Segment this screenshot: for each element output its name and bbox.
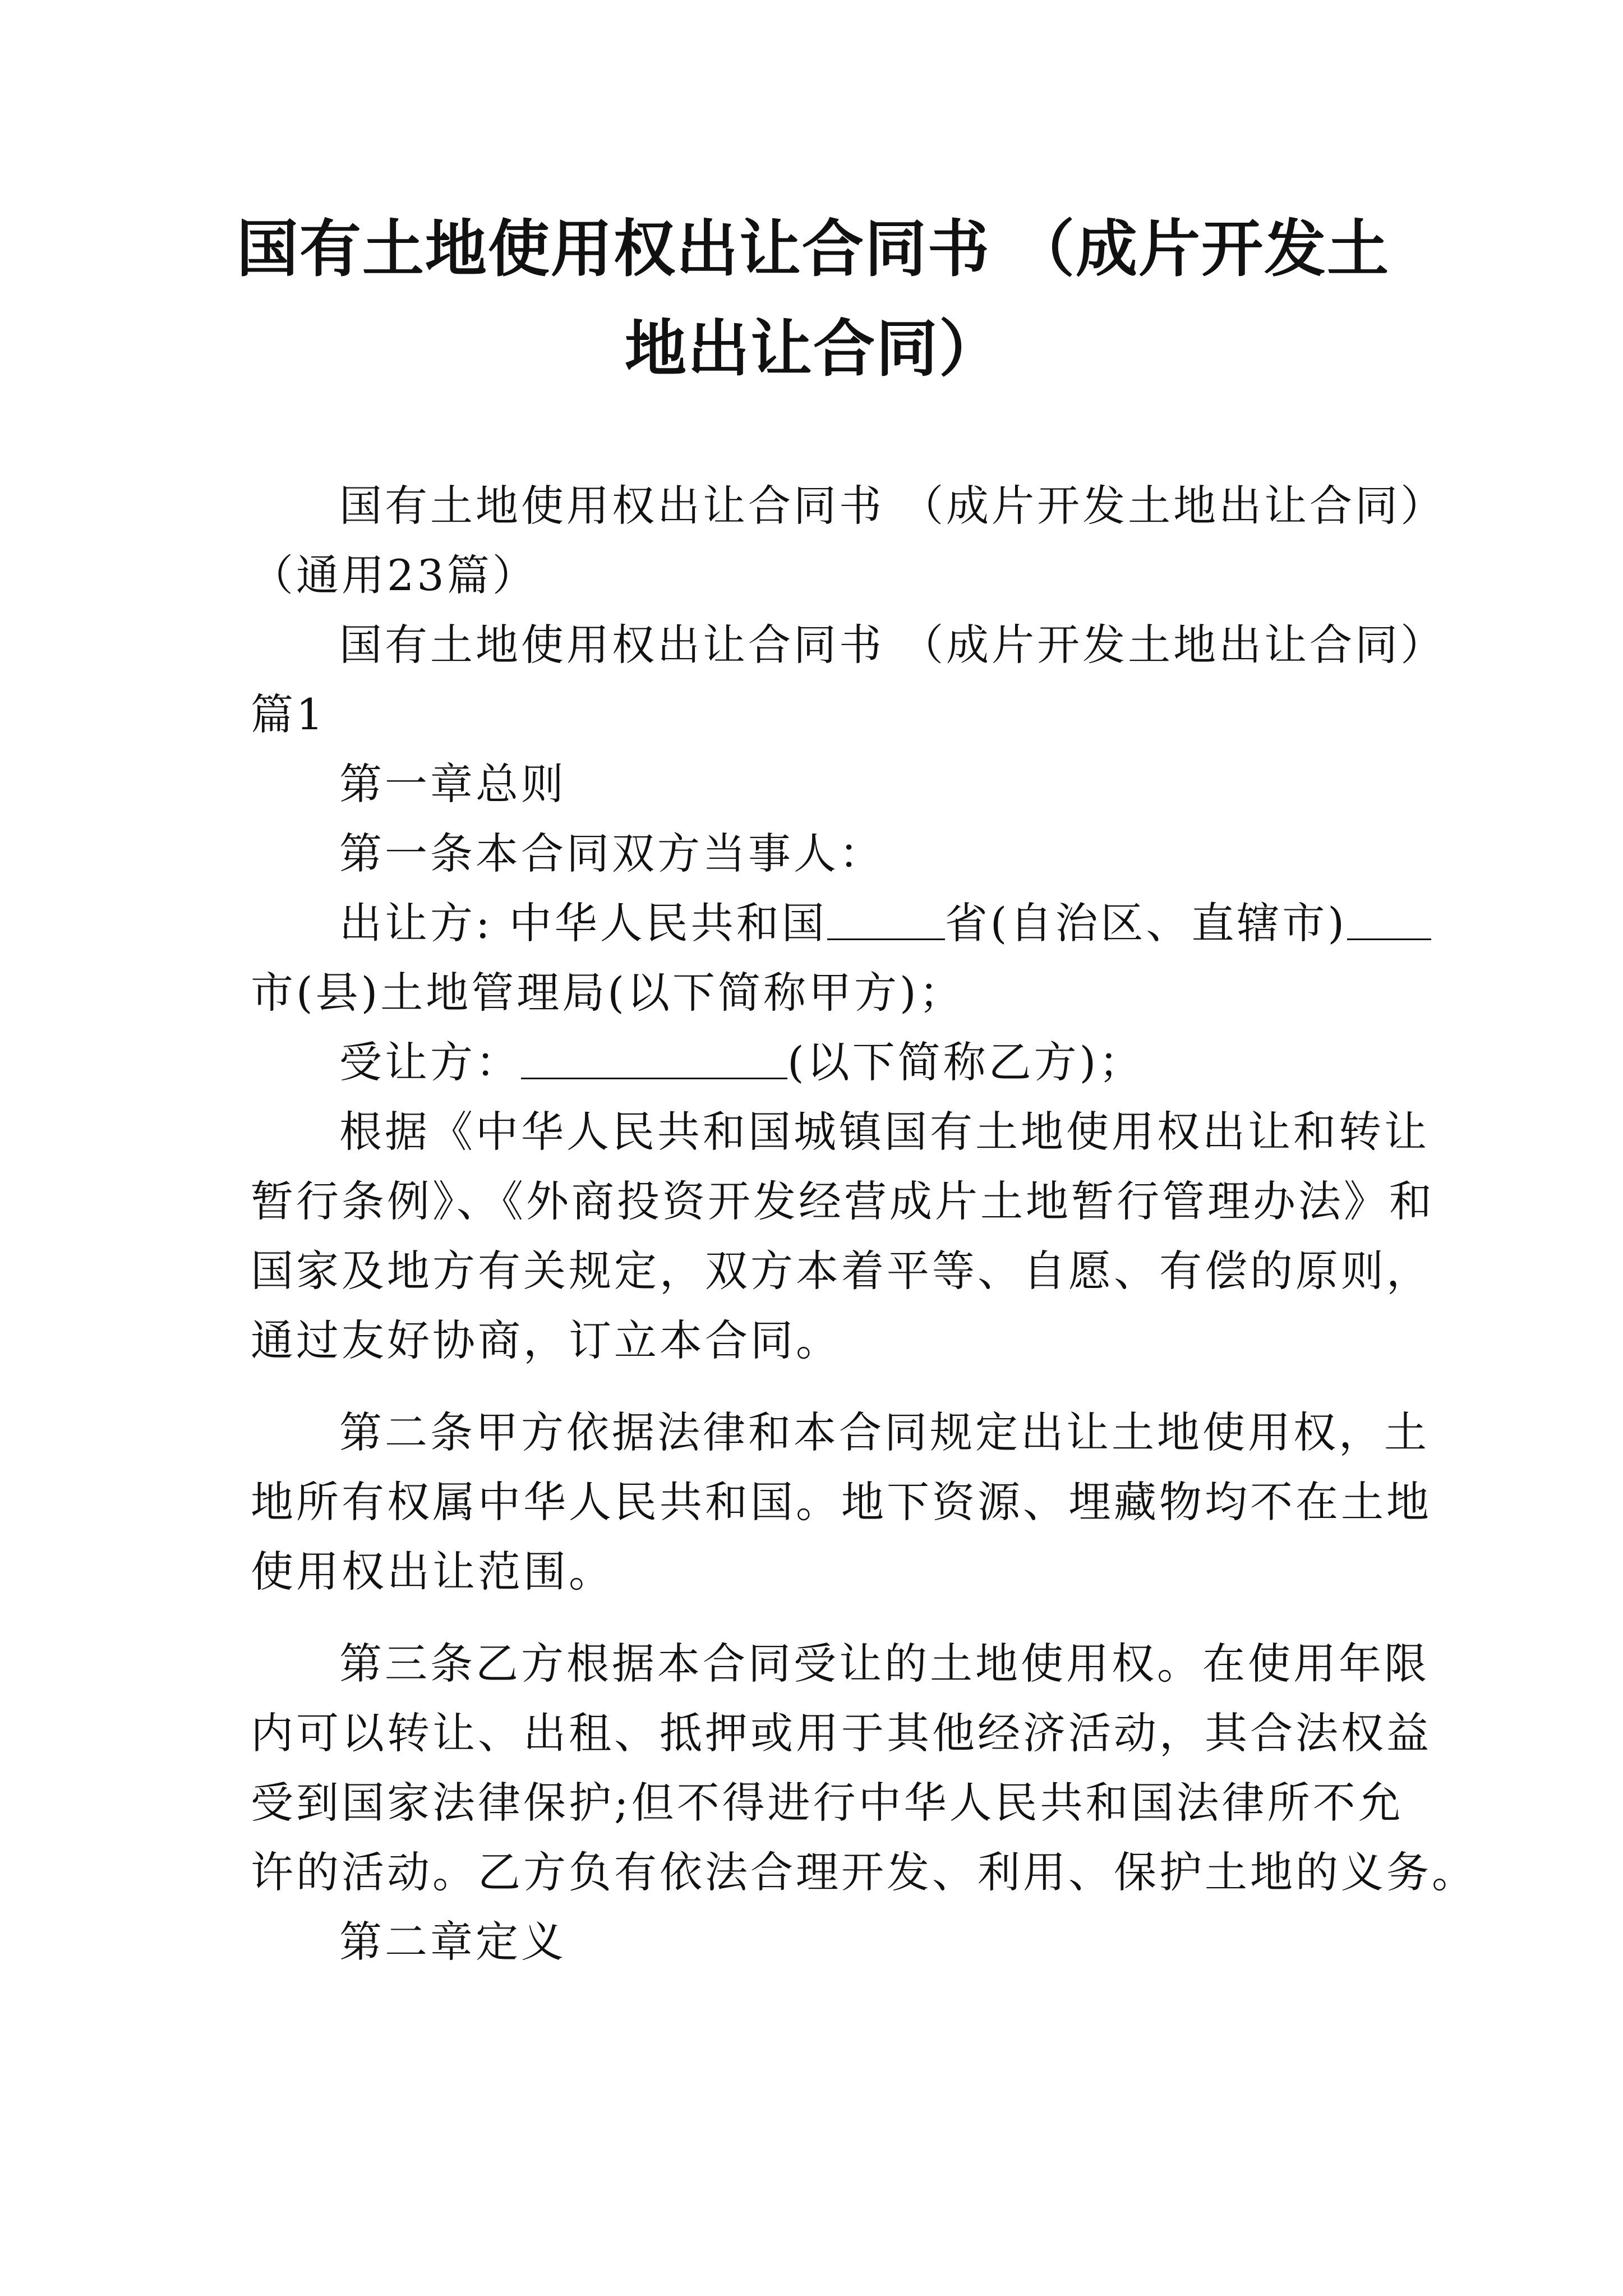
- document-body: [251, 471, 1477, 1977]
- paragraph-line: 通过友好协商，订立本合同。: [251, 1315, 841, 1365]
- paragraph-line: 国有土地使用权出让合同书 （成片开发土地出让合同）: [339, 620, 1446, 670]
- paragraph-line: 内可以转让、出租、抵押或用于其他经济活动，其合法权益: [251, 1708, 1432, 1758]
- transferee-label: 受让方：: [339, 1037, 521, 1087]
- province-blank: [827, 905, 945, 940]
- paragraph-line: 国有土地使用权出让合同书 （成片开发土地出让合同）: [339, 481, 1446, 531]
- transferee-text: (以下简称乙方)；: [787, 1037, 1145, 1087]
- paragraph-line: 受到国家法律保护;但不得进行中华人民共和国法律所不允: [251, 1778, 1404, 1828]
- paragraph-line: （通用23篇）: [251, 550, 538, 600]
- chapter-heading: 第一章总则: [339, 759, 566, 809]
- paragraph-line: 暂行条例》、《外商投资开发经营成片土地暂行管理办法》和: [251, 1176, 1435, 1226]
- paragraph-line: 国家及地方有关规定，双方本着平等、自愿、有偿的原则，: [251, 1246, 1432, 1296]
- transferor-province-text: 省(自治区、直辖市): [944, 898, 1348, 948]
- transferor-label: 出让方: 中华人民共和国: [339, 898, 827, 948]
- paragraph-line: 第三条乙方根据本合同受让的土地使用权。在使用年限: [339, 1639, 1430, 1688]
- document-title: [236, 199, 1391, 399]
- paragraph-line: 地所有权属中华人民共和国。地下资源、埋藏物均不在土地: [251, 1477, 1432, 1527]
- title-line-2: 地出让合同）: [625, 313, 1002, 385]
- transferor-line: [251, 889, 1389, 958]
- paragraph-line: 篇1: [251, 689, 326, 739]
- chapter-heading: 第二章定义: [339, 1917, 566, 1967]
- title-line-1: 国有土地使用权出让合同书 （成片开发土: [236, 213, 1390, 285]
- paragraph-line: 使用权出让范围。: [251, 1547, 614, 1596]
- paragraph-line: 第二条甲方依据法律和本合同规定出让土地使用权，土: [339, 1407, 1430, 1457]
- paragraph-line: 许的活动。乙方负有依法合理开发、利用、保护土地的义务。: [251, 1847, 1477, 1897]
- article-heading: 第一条本合同双方当事人：: [339, 829, 884, 878]
- city-blank: [1347, 905, 1431, 940]
- transferee-blank: [521, 1044, 787, 1079]
- transferee-line: [251, 1028, 1389, 1097]
- paragraph-line: 市(县)土地管理局(以下简称甲方)；: [251, 968, 965, 1018]
- paragraph-line: 根据《中华人民共和国城镇国有土地使用权出让和转让: [339, 1107, 1430, 1157]
